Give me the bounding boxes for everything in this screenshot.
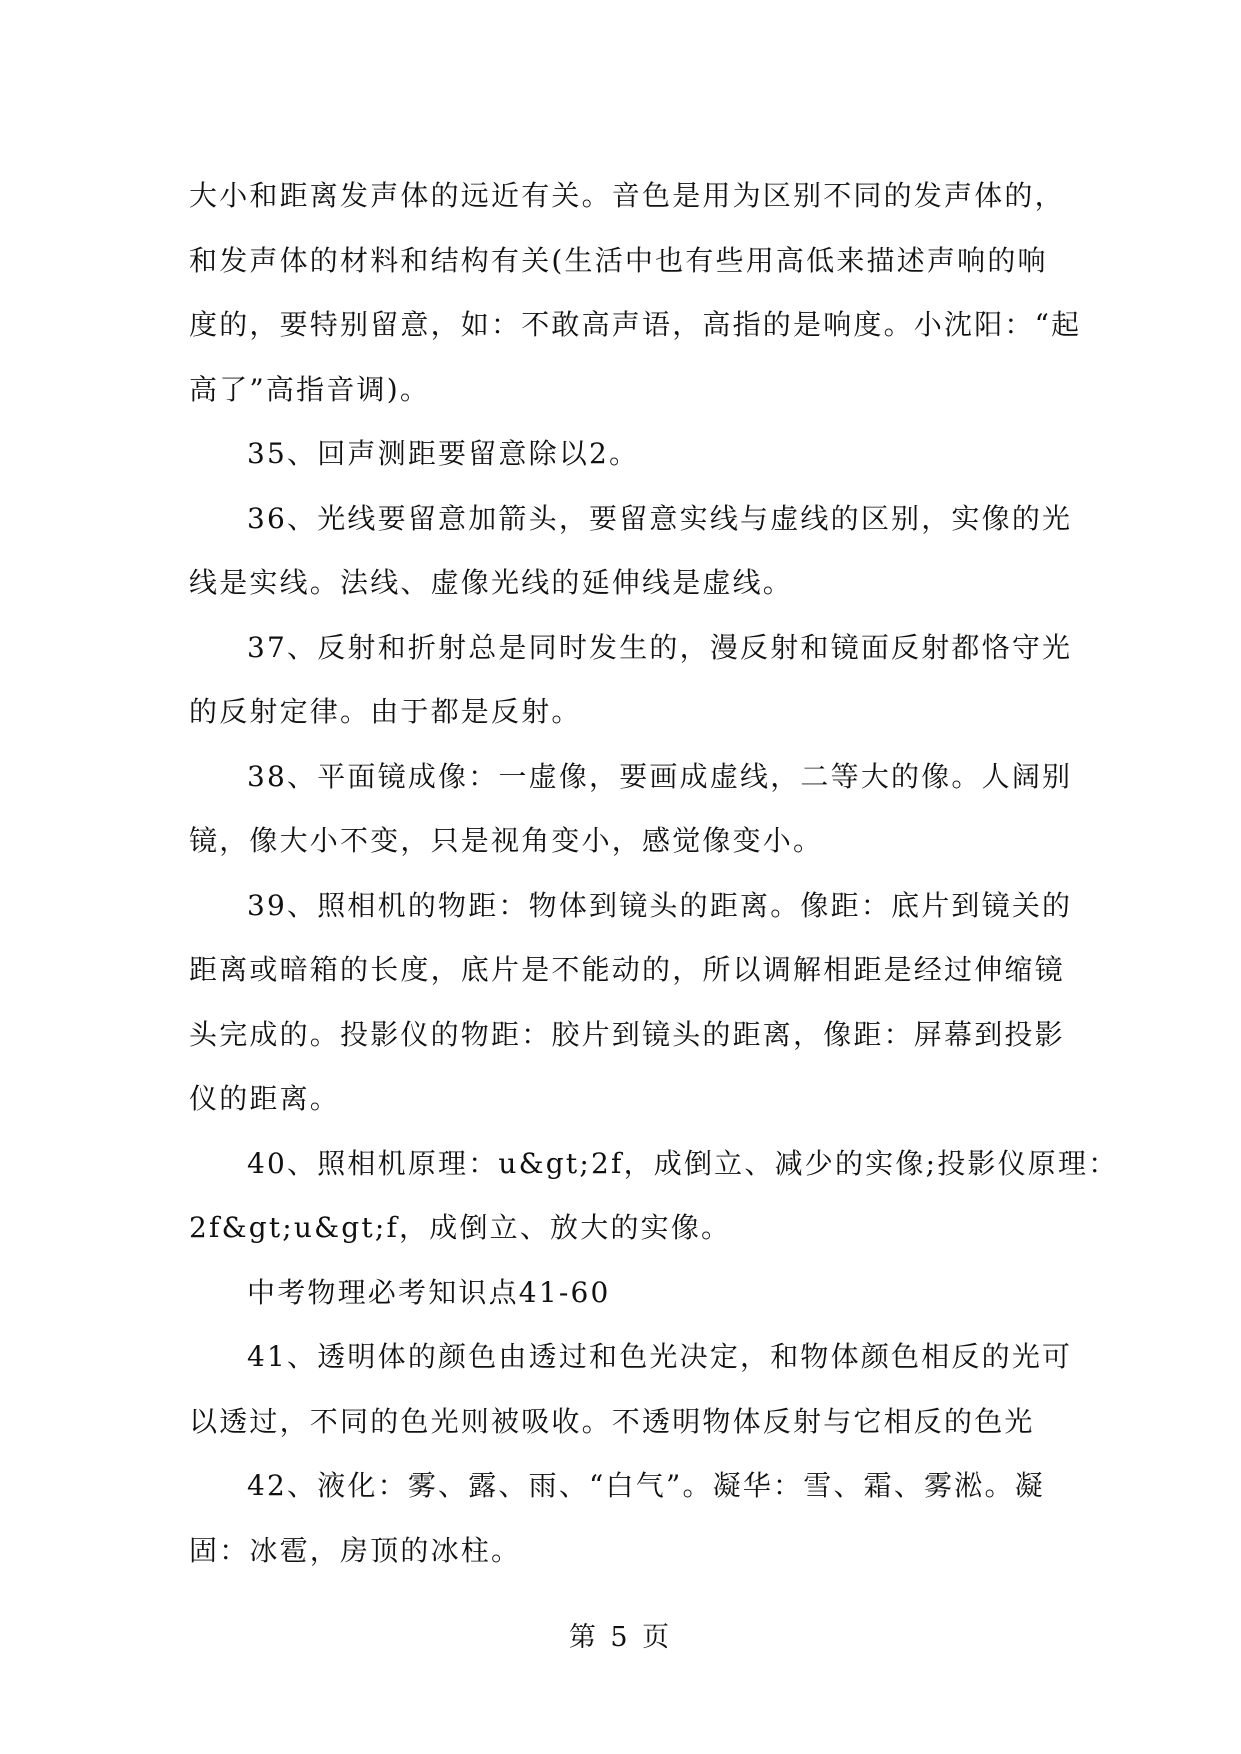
paragraph-item-36	[189, 487, 1089, 616]
text-line: 37、反射和折射总是同时发生的，漫反射和镜面反射都恪守光	[247, 630, 1073, 664]
text-line: 38、平面镜成像：一虚像，要画成虚线，二等大的像。人阔别	[247, 759, 1073, 793]
text-line: 的反射定律。由于都是反射。	[189, 695, 582, 728]
text-line: 40、照相机原理：u&gt;2f，成倒立、减少的实像;投影仪原理：	[247, 1146, 1119, 1180]
paragraph-item-38	[189, 745, 1089, 874]
text-line: 距离或暗箱的长度，底片是不能动的，所以调解相距是经过伸缩镜	[189, 953, 1065, 986]
paragraph-item-39	[189, 874, 1089, 1132]
text-line: 42、液化：雾、露、雨、“白气”。凝华：雪、霜、雾淞。凝	[247, 1469, 1045, 1502]
section-heading	[189, 1261, 1089, 1326]
paragraph-sound-continuation	[189, 164, 1089, 422]
paragraph-item-40	[189, 1132, 1119, 1261]
text-line: 41、透明体的颜色由透过和色光决定，和物体颜色相反的光可	[247, 1340, 1073, 1373]
text-line: 和发声体的材料和结构有关(生活中也有些用高低来描述声响的响	[189, 243, 1048, 277]
paragraph-item-41	[189, 1325, 1089, 1454]
text-line: 固：冰雹，房顶的冰柱。	[189, 1533, 522, 1567]
text-line: 中考物理必考知识点41-60	[247, 1275, 611, 1309]
text-line: 大小和距离发声体的远近有关。音色是用为区别不同的发声体的，	[189, 179, 1065, 212]
text-line: 39、照相机的物距：物体到镜头的距离。像距：底片到镜关的	[247, 888, 1073, 922]
text-line: 36、光线要留意加箭头，要留意实线与虚线的区别，实像的光	[247, 501, 1073, 535]
paragraph-item-35	[189, 422, 1089, 487]
text-line: 高了”高指音调)。	[189, 372, 431, 406]
text-line: 2f&gt;u&gt;f，成倒立、放大的实像。	[189, 1211, 732, 1244]
text-line: 线是实线。法线、虚像光线的延伸线是虚线。	[189, 566, 794, 599]
paragraph-item-37	[189, 616, 1089, 745]
text-line: 头完成的。投影仪的物距：胶片到镜头的距离，像距：屏幕到投影	[189, 1017, 1065, 1051]
text-line: 仪的距离。	[189, 1082, 341, 1115]
paragraph-item-42	[189, 1454, 1089, 1583]
document-body	[189, 164, 1119, 1583]
text-line: 镜，像大小不变，只是视角变小，感觉像变小。	[189, 824, 824, 857]
text-line: 度的，要特别留意，如：不敢高声语，高指的是响度。小沈阳：“起	[189, 308, 1082, 341]
text-line: 以透过，不同的色光则被吸收。不透明物体反射与它相反的色光	[189, 1404, 1035, 1438]
page-number: 第 5 页	[568, 1622, 673, 1653]
text-line: 35、回声测距要留意除以2。	[247, 437, 640, 470]
